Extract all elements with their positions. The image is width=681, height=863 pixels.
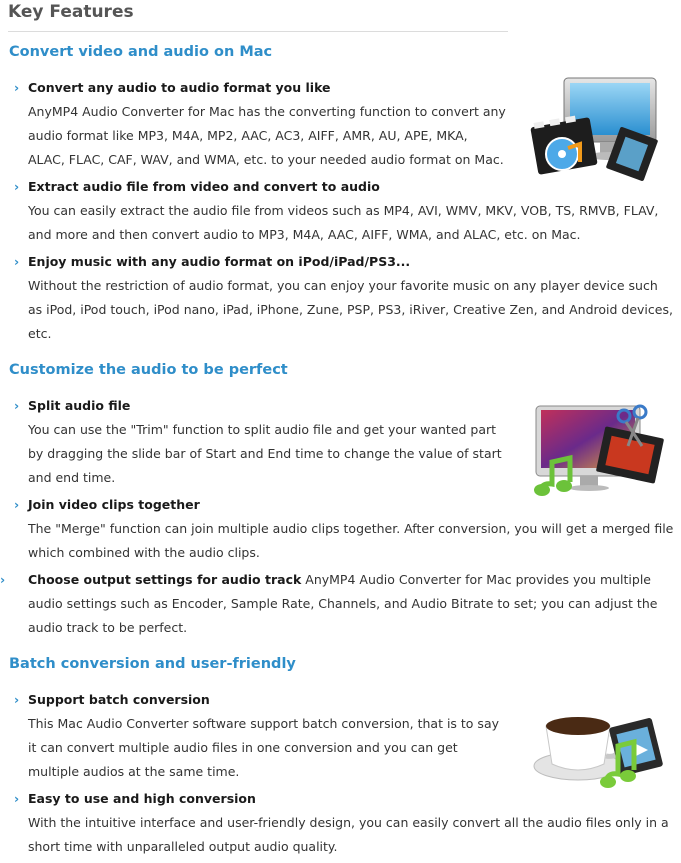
- feature-desc: You can use the "Trim" function to split audio file and get your wanted part by dragging the slide bar of Start and End time to change the value of start and end time.: [28, 422, 502, 485]
- feature-desc: AnyMP4 Audio Converter for Mac has the converting function to convert any audio format like MP3, M4A, MP2, AAC, AC3, AIFF, AMR, AU, APE, MKA, ALAC, FLAC, CAF, WAV, and WMA, etc. to your needed audio format on Mac.: [28, 104, 506, 167]
- feature-desc: This Mac Audio Converter software support batch conversion, that is to say it can convert multiple audio files in one conversion and you can get multiple audios at the same time.: [28, 716, 500, 779]
- feature-split-audio: [14, 394, 506, 490]
- feature-easy-to-use: [14, 787, 675, 859]
- section-heading-convert: Convert video and audio on Mac: [9, 44, 273, 60]
- feature-convert-audio: [14, 76, 506, 172]
- monitor-film-music-icon: [528, 74, 663, 188]
- feature-title: Convert any audio to audio format you like: [28, 80, 331, 95]
- bullet-icon: ›: [0, 572, 6, 587]
- feature-title: Join video clips together: [28, 497, 200, 512]
- feature-join-clips: [14, 493, 675, 565]
- feature-desc: The "Merge" function can join multiple audio clips together. After conversion, you will get a merged file which combined with the audio clips.: [28, 521, 674, 560]
- bullet-icon: ›: [14, 254, 20, 269]
- feature-title: Choose output settings for audio track: [28, 572, 302, 587]
- feature-desc: You can easily extract the audio file from videos such as MP4, AVI, WMV, MKV, VOB, TS, RMVB, FLAV, and more and then convert audio to MP3, M4A, AAC, AIFF, WMA, and ALAC, etc. on Mac.: [28, 203, 659, 242]
- feature-batch-conversion: [14, 688, 506, 784]
- feature-desc: With the intuitive interface and user-friendly design, you can easily convert all the audio files only in a short time with unparalleled output audio quality.: [28, 815, 669, 854]
- feature-title: Easy to use and high conversion: [28, 791, 256, 806]
- section-heading-customize: Customize the audio to be perfect: [9, 362, 288, 378]
- section-heading-batch: Batch conversion and user-friendly: [9, 656, 296, 672]
- feature-enjoy-music: [14, 250, 675, 346]
- bullet-icon: ›: [14, 497, 20, 512]
- page-title: Key Features: [8, 2, 134, 22]
- bullet-icon: ›: [14, 692, 20, 707]
- feature-output-settings: [0, 568, 675, 640]
- feature-extract-audio: [14, 175, 675, 247]
- coffee-cup-music-icon: [530, 700, 665, 799]
- bullet-icon: ›: [14, 80, 20, 95]
- feature-title: Split audio file: [28, 398, 131, 413]
- title-divider: [8, 31, 508, 32]
- feature-title: Enjoy music with any audio format on iPod/iPad/PS3...: [28, 254, 411, 269]
- bullet-icon: ›: [14, 398, 20, 413]
- feature-desc: AnyMP4 Audio Converter for Mac provides you multiple audio settings such as Encoder, Sample Rate, Channels, and Audio Bitrate to set; you can adjust the audio track to be perfect.: [28, 572, 658, 635]
- imac-scissors-music-icon: [530, 402, 665, 504]
- feature-title: Support batch conversion: [28, 692, 210, 707]
- bullet-icon: ›: [14, 791, 20, 806]
- feature-title: Extract audio file from video and convert to audio: [28, 179, 380, 194]
- bullet-icon: ›: [14, 179, 20, 194]
- feature-desc: Without the restriction of audio format, you can enjoy your favorite music on any player device such as iPod, iPod touch, iPod nano, iPad, iPhone, Zune, PSP, PS3, iRiver, Creative Zen, and Android devices, etc.: [28, 278, 673, 341]
